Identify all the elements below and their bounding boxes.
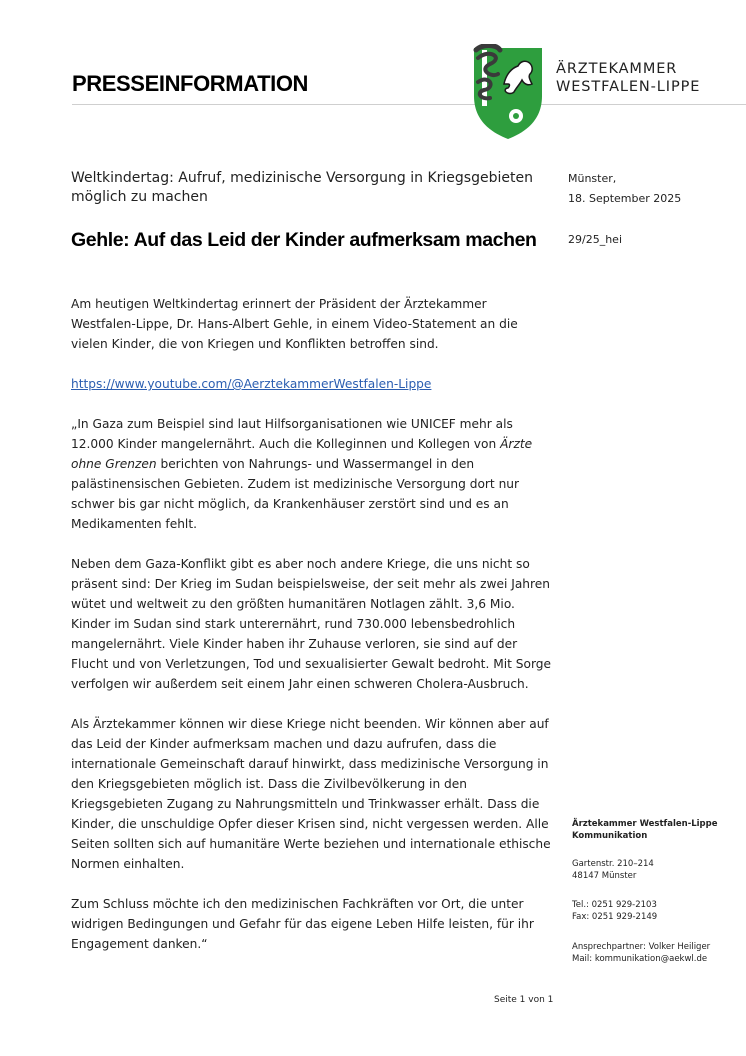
page-title: PRESSEINFORMATION (72, 71, 309, 96)
org-logo (470, 44, 546, 140)
article-subtitle (71, 169, 541, 207)
contact-tel: Tel.: 0251 929-2103 (572, 900, 657, 910)
contact-city: 48147 Münster (572, 871, 637, 881)
paragraph-closing: Zum Schluss möchte ich den medizinischen Fachkräften vor Ort, die unter widrigen Bedingungen und Gefahr für das eigene Leben Hilfe leisten, für ihr Engagement danken.“ (71, 897, 534, 951)
contact-org: Ärztekammer Westfalen-Lippe (572, 819, 718, 829)
contact-fax: Fax: 0251 929-2149 (572, 912, 658, 922)
org-name (556, 60, 700, 96)
contact-street: Gartenstr. 210–214 (572, 859, 654, 869)
contact-mail: Mail: kommunikation@aekwl.de (572, 954, 708, 964)
quote-gaza-part1: „In Gaza zum Beispiel sind laut Hilfsorganisationen wie UNICEF mehr als 12.000 Kinder mangelernährt. Auch die Kolleginnen und Kollegen von (71, 417, 513, 451)
shield-logo-icon (470, 44, 546, 140)
page-number: Seite 1 von 1 (494, 995, 554, 1005)
org-name-line1: ÄRZTEKAMMER (556, 61, 678, 77)
contact-address (572, 858, 742, 882)
quote-gaza-part2: berichten von Nahrungs- und Wassermangel in den palästinensischen Gebieten. Zudem ist medizinische Versorgung dort nur schwer bis gar nicht möglich, da Krankenhäuser zerstört sind und es an Medikamenten fehlt. (71, 457, 520, 531)
paragraph-sudan: Neben dem Gaza-Konflikt gibt es aber noch andere Kriege, die uns nicht so präsent sind: Der Krieg im Sudan beispielsweise, der seit mehr als zwei Jahren wütet und weltweit zu den größten humanitären Notlagen zählt. 3,6 Mio. Kinder im Sudan sind stark unterernährt, rund 730.000 lebensbedrohlich mangelernährt. Viele Kinder haben ihr Zuhause verloren, sie sind auf der Flucht und von Verletzungen, Tod und sexualisierter Gewalt bedroht. Mit Sorge verfolgen wir außerdem seit einem Jahr einen schweren Cholera-Ausbruch. (71, 557, 551, 691)
quote-gaza-org: Ärzte ohne Grenzen (71, 437, 533, 471)
contact-person: Ansprechpartner: Volker Heiliger (572, 942, 711, 952)
paragraph-link (71, 374, 551, 394)
subtitle-line2: möglich zu machen (71, 189, 208, 205)
meta-city: Münster, (568, 172, 617, 185)
contact-org-block (572, 818, 742, 842)
youtube-link[interactable]: https://www.youtube.com/@AerztekammerWestfalen-Lippe (71, 377, 432, 391)
contact-dept: Kommunikation (572, 831, 648, 841)
contact-phone-block (572, 899, 742, 923)
article-body (71, 294, 551, 974)
header-divider (72, 104, 746, 105)
contact-person-block (572, 941, 742, 965)
org-name-line2: WESTFALEN-LIPPE (556, 79, 701, 95)
subtitle-line1: Weltkindertag: Aufruf, medizinische Versorgung in Kriegsgebieten (71, 170, 533, 186)
meta-reference: 29/25_hei (568, 233, 622, 246)
meta-date: 18. September 2025 (568, 192, 682, 205)
article-headline: Gehle: Auf das Leid der Kinder aufmerksam machen (71, 229, 537, 251)
paragraph-aerztekammer: Als Ärztekammer können wir diese Kriege nicht beenden. Wir können aber auf das Leid der Kinder aufmerksam machen und dazu aufrufen, dass die internationale Gemeinschaft darauf hinwirkt, dass medizinische Versorgung in den Kriegsgebieten möglich ist. Dass die Zivilbevölkerung in den Kriegsgebieten Zugang zu Nahrungsmitteln und Trinkwasser erhält. Dass die Kinder, die unschuldige Opfer dieser Krisen sind, nicht vergessen werden. Alle Seiten sollten sich auf humanitäre Werte beziehen und internationale ethische Normen einhalten. (71, 717, 551, 871)
paragraph-quote-gaza (71, 414, 551, 534)
paragraph-intro: Am heutigen Weltkindertag erinnert der Präsident der Ärztekammer Westfalen-Lippe, Dr. Hans-Albert Gehle, in einem Video-Statement an die vielen Kinder, die von Kriegen und Konflikten betroffen sind. (71, 297, 518, 351)
